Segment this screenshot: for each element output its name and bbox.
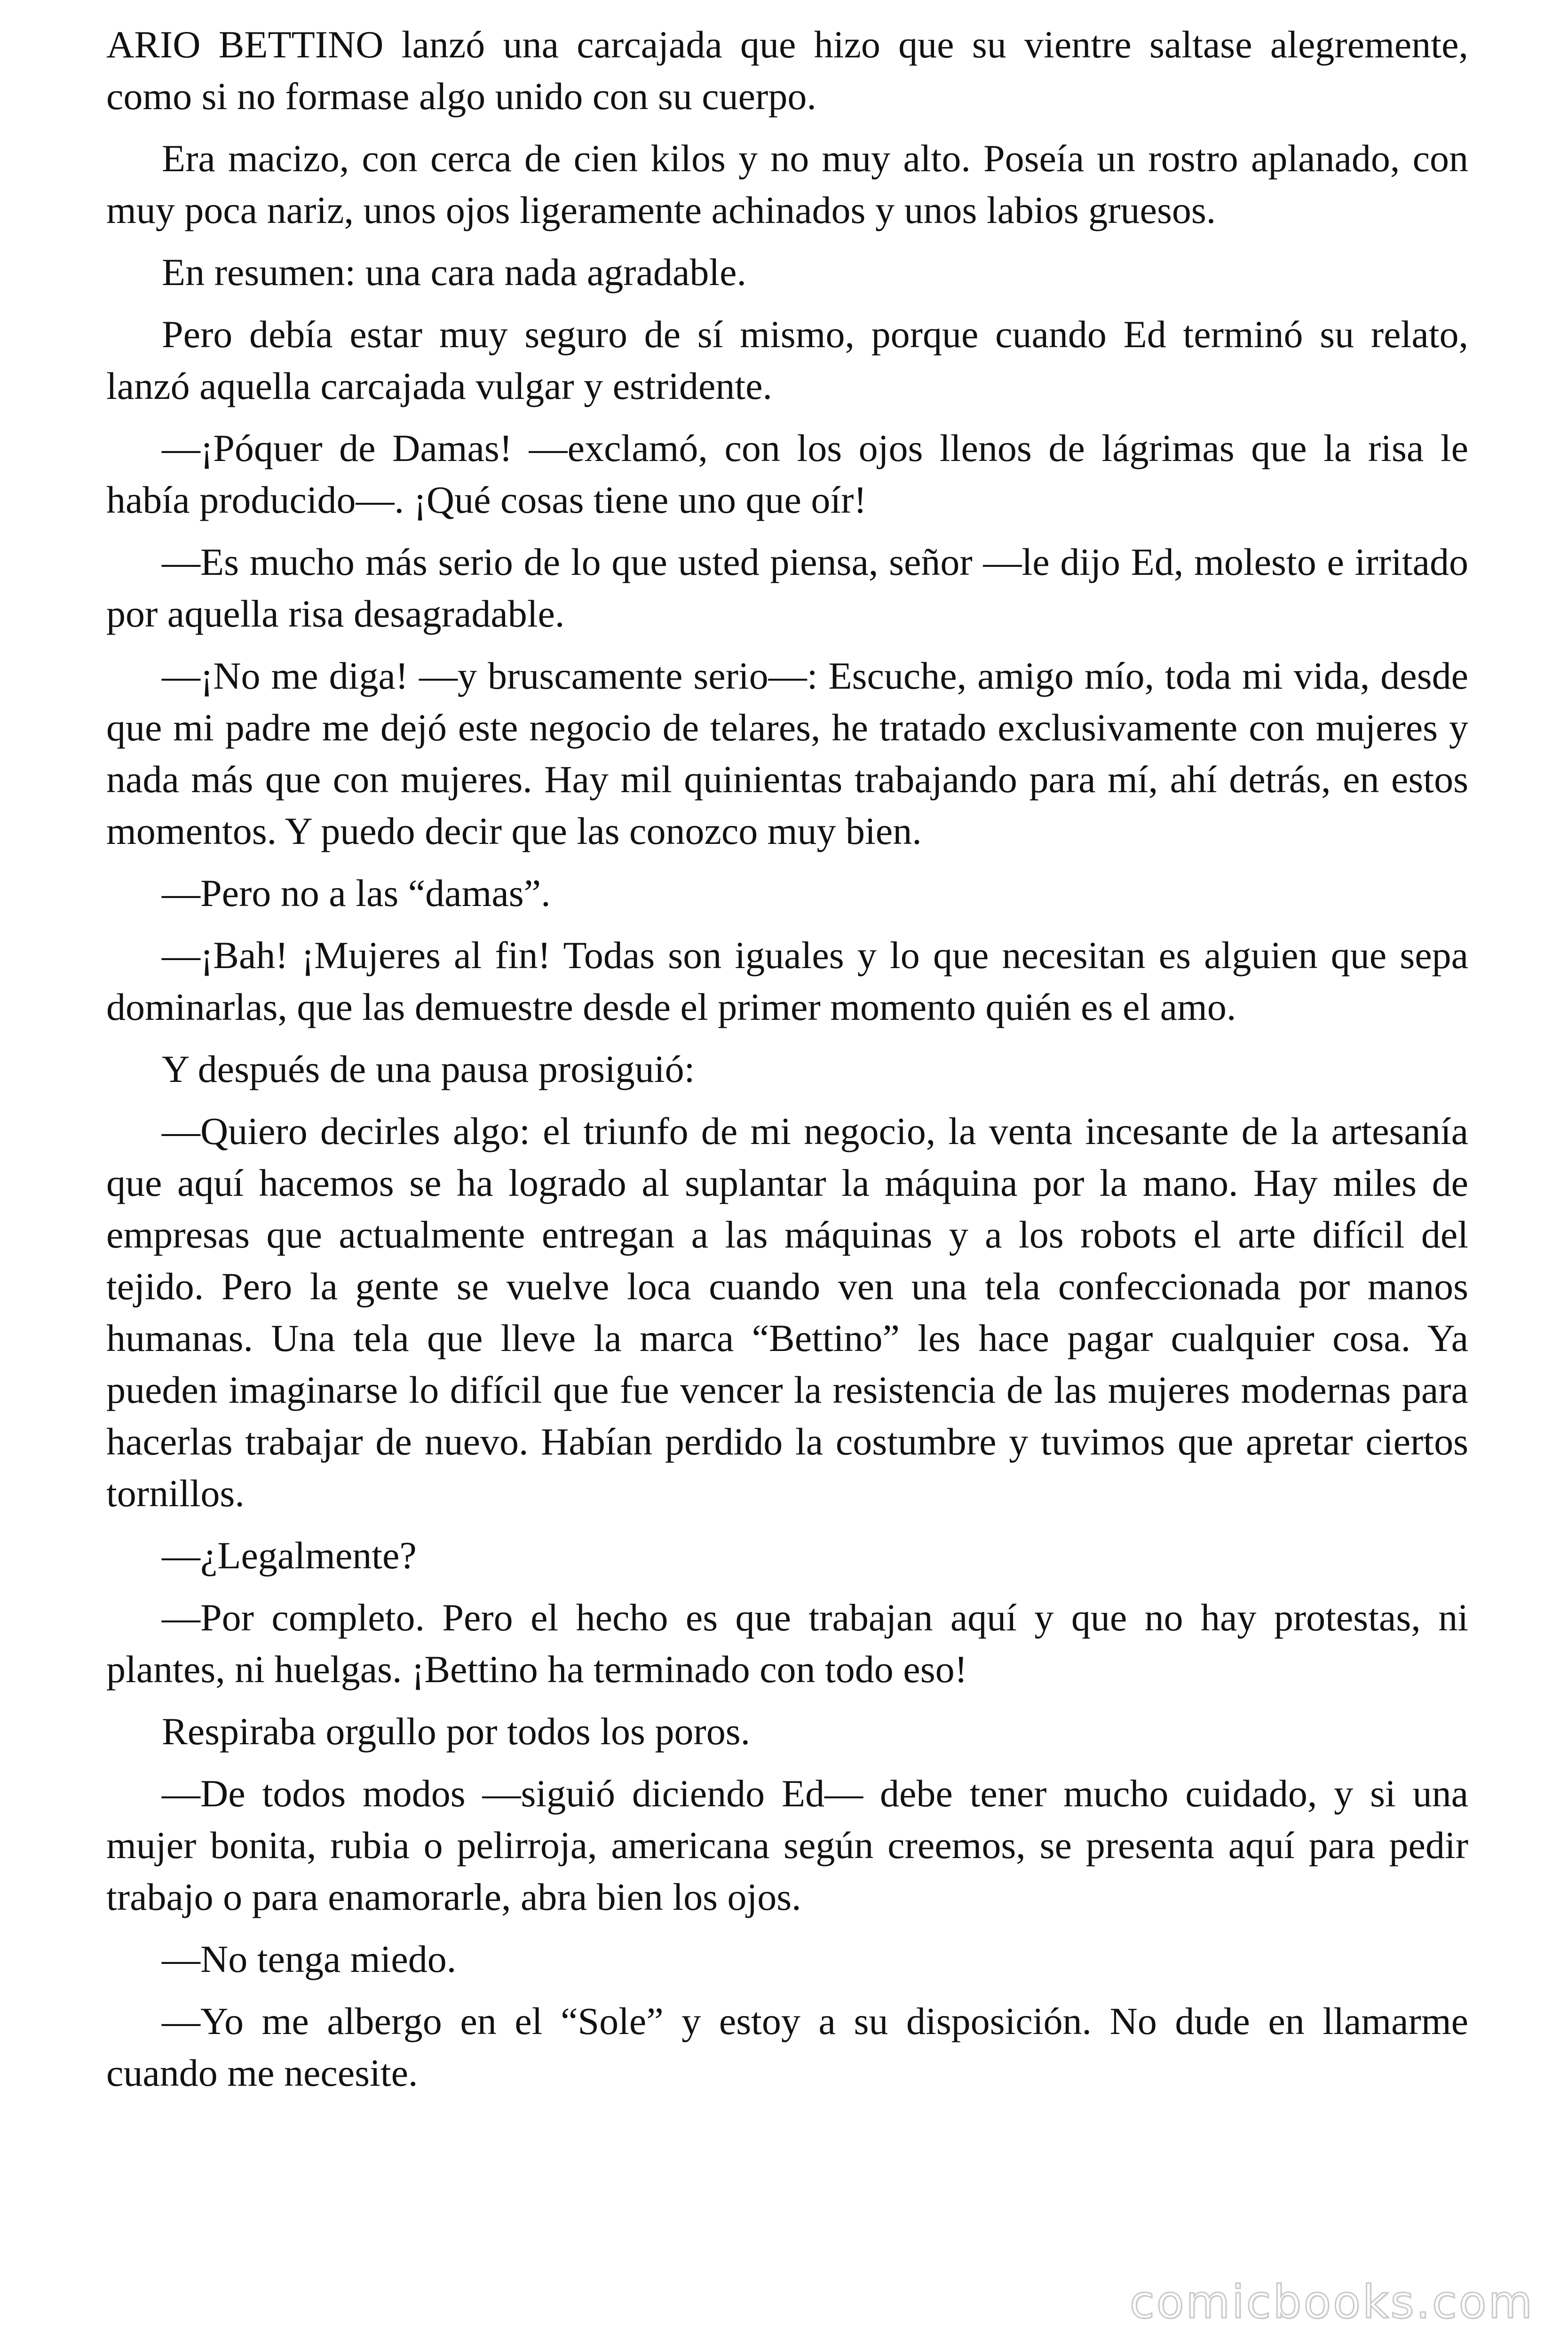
page-text xyxy=(106,19,1468,2109)
paragraph-12: —¿Legalmente? xyxy=(162,1534,417,1577)
paragraph-13: —Por completo. Pero el hecho es que trabajan aquí y que no hay protestas, ni plantes, ni huelgas. ¡Bettino ha terminado con todo eso! xyxy=(106,1596,1468,1691)
paragraph-2: Era macizo, con cerca de cien kilos y no muy alto. Poseía un rostro aplanado, con muy poca nariz, unos ojos ligeramente achinados y unos labios gruesos. xyxy=(106,137,1468,231)
paragraph-17: —Yo me albergo en el “Sole” y estoy a su disposición. No dude en llamarme cuando me necesite. xyxy=(106,2000,1468,2094)
paragraph-16: —No tenga miedo. xyxy=(162,1938,457,1980)
paragraph-11: —Quiero decirles algo: el triunfo de mi negocio, la venta incesante de la artesanía que aquí hacemos se ha logrado al suplantar la máquina por la mano. Hay miles de empresas que actualmente entregan a las máquinas y a los robots el arte difícil del tejido. Pero la gente se vuelve loca cuando ven una tela confeccionada por manos humanas. Una tela que lleve la marca “Bettino” les hace pagar cualquier cosa. Ya pueden imaginarse lo difícil que fue vencer la resistencia de las mujeres modernas para hacerlas trabajar de nuevo. Habían perdido la costumbre y tuvimos que apretar ciertos tornillos. xyxy=(106,1110,1468,1515)
paragraph-7: —¡No me diga! —y bruscamente serio—: Escuche, amigo mío, toda mi vida, desde que mi padre me dejó este negocio de telares, he tratado exclusivamente con mujeres y nada más que con mujeres. Hay mil quinientas trabajando para mí, ahí detrás, en estos momentos. Y puedo decir que las conozco muy bien. xyxy=(106,654,1468,852)
paragraph-5: —¡Póquer de Damas! —exclamó, con los ojos llenos de lágrimas que la risa le había producido—. ¡Qué cosas tiene uno que oír! xyxy=(106,427,1468,521)
watermark: comicbooks.com xyxy=(1129,2276,1534,2328)
paragraph-10: Y después de una pausa prosiguió: xyxy=(162,1048,695,1090)
paragraph-15: —De todos modos —siguió diciendo Ed— debe tener mucho cuidado, y si una mujer bonita, rubia o pelirroja, americana según creemos, se presenta aquí para pedir trabajo o para enamorarle, abra bien los ojos. xyxy=(106,1772,1468,1918)
paragraph-14: Respiraba orgullo por todos los poros. xyxy=(162,1710,751,1753)
paragraph-9: —¡Bah! ¡Mujeres al fin! Todas son iguales y lo que necesitan es alguien que sepa dominarlas, que las demuestre desde el primer momento quién es el amo. xyxy=(106,934,1468,1028)
paragraph-4: Pero debía estar muy seguro de sí mismo, porque cuando Ed terminó su relato, lanzó aquella carcajada vulgar y estridente. xyxy=(106,313,1468,407)
paragraph-8: —Pero no a las “damas”. xyxy=(162,872,551,914)
paragraph-1: ARIO BETTINO lanzó una carcajada que hizo que su vientre saltase alegremente, como si no formase algo unido con su cuerpo. xyxy=(106,23,1468,118)
paragraph-6: —Es mucho más serio de lo que usted piensa, señor —le dijo Ed, molesto e irritado por aquella risa desagradable. xyxy=(106,540,1468,635)
paragraph-3: En resumen: una cara nada agradable. xyxy=(162,251,747,294)
